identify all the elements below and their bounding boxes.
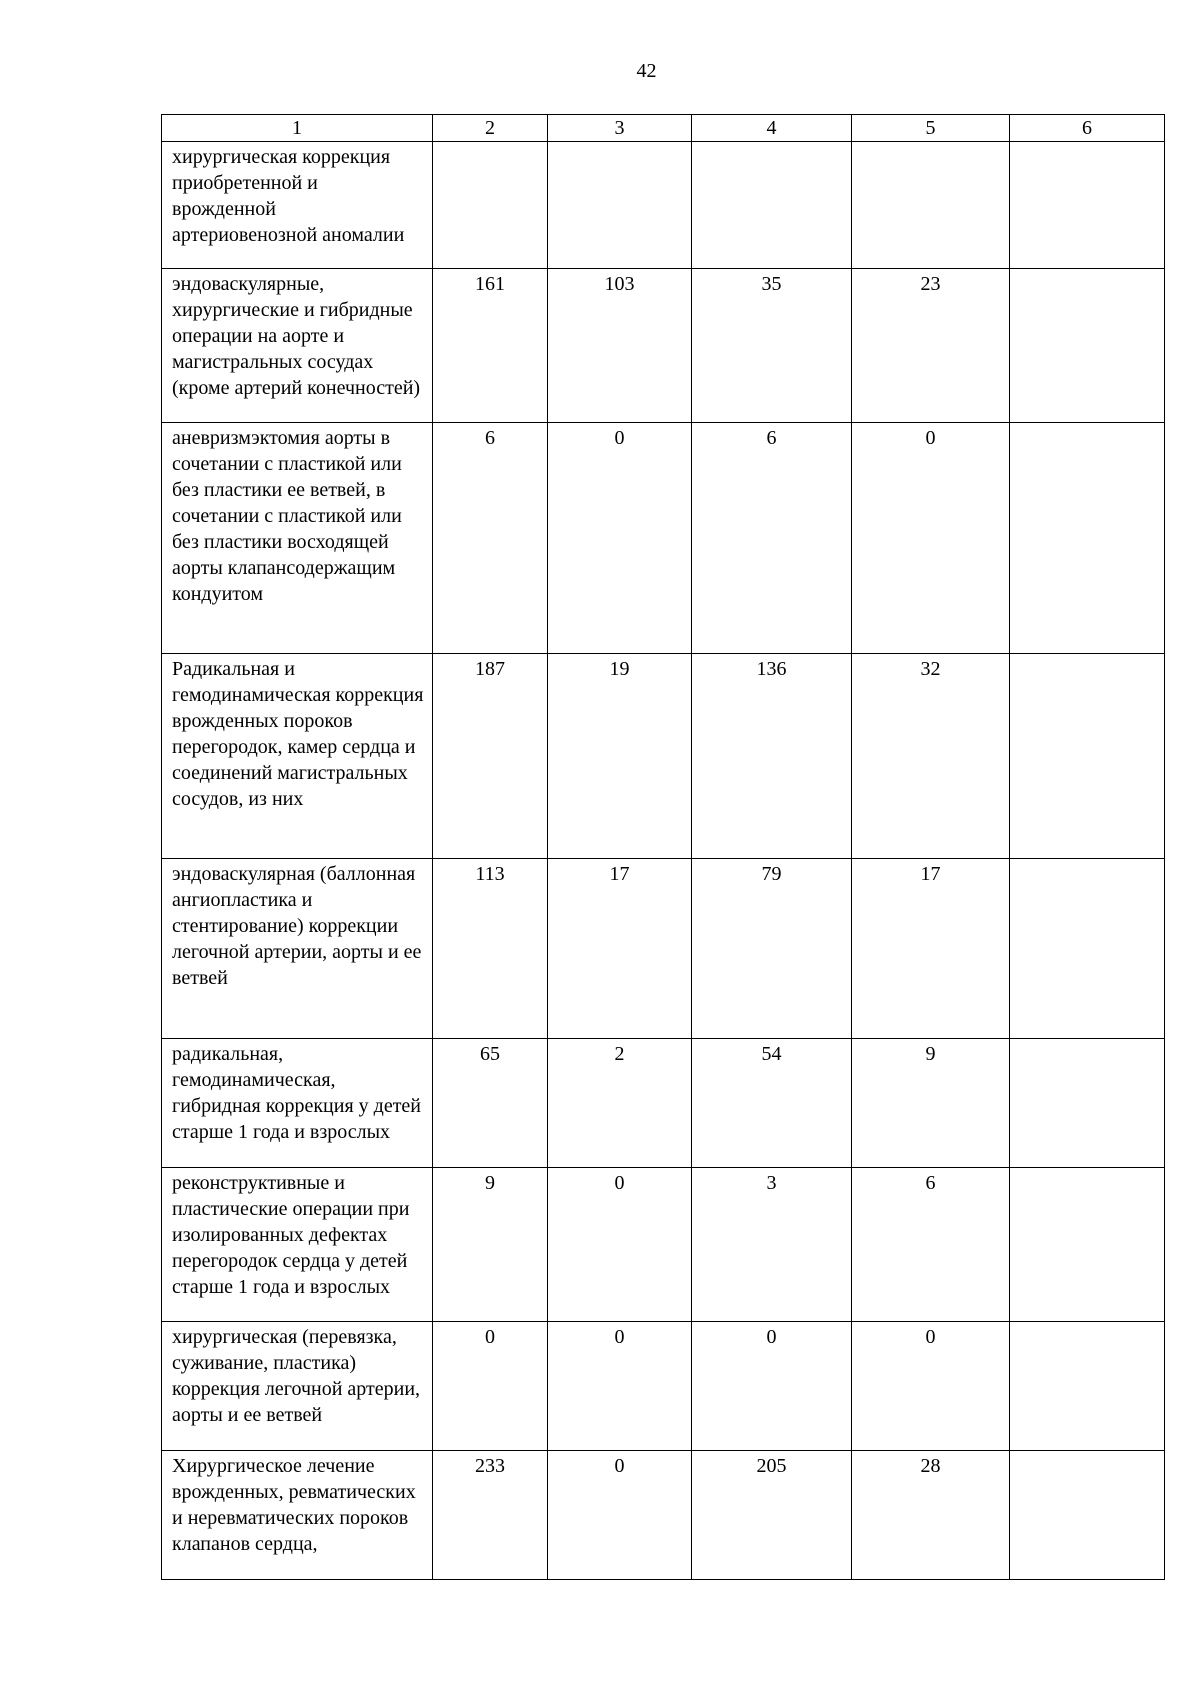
row-label: Хирургическое лечение врожденных, ревматических и неревматических пороков клапанов сердца, (162, 1451, 433, 1580)
cell-col-4: 205 (692, 1451, 852, 1580)
cell-col-2: 6 (433, 423, 548, 654)
row-label: эндоваскулярные, хирургические и гибридные операции на аорте и магистральных сосудах (кроме артерий конечностей) (162, 269, 433, 423)
column-header-5: 5 (852, 115, 1010, 142)
cell-col-4: 79 (692, 859, 852, 1039)
page-number: 42 (636, 60, 657, 82)
row-label: радикальная, гемодинамическая, гибридная коррекция у детей старше 1 года и взрослых (162, 1039, 433, 1168)
cell-col-5: 17 (852, 859, 1010, 1039)
cell-col-6 (1010, 859, 1165, 1039)
cell-col-6 (1010, 1451, 1165, 1580)
cell-col-3: 0 (548, 1168, 692, 1322)
cell-col-4: 54 (692, 1039, 852, 1168)
cell-col-2: 113 (433, 859, 548, 1039)
cell-col-5: 0 (852, 1322, 1010, 1451)
header-row (162, 115, 1165, 142)
cell-col-4: 3 (692, 1168, 852, 1322)
cell-col-3: 17 (548, 859, 692, 1039)
cell-col-6 (1010, 142, 1165, 269)
table-row (162, 269, 1165, 423)
cell-col-6 (1010, 1168, 1165, 1322)
table-row (162, 859, 1165, 1039)
cell-col-3: 0 (548, 1451, 692, 1580)
cell-col-5: 0 (852, 423, 1010, 654)
table-row (162, 1168, 1165, 1322)
table-row (162, 1039, 1165, 1168)
row-label: аневризмэктомия аорты в сочетании с пластикой или без пластики ее ветвей, в сочетании с пластикой или без пластики восходящей аорты клапансодержащим кондуитом (162, 423, 433, 654)
cell-col-5: 6 (852, 1168, 1010, 1322)
table-row (162, 142, 1165, 269)
row-label: Радикальная и гемодинамическая коррекция врожденных пороков перегородок, камер сердца и соединений магистральных сосудов, из них (162, 654, 433, 859)
column-header-2: 2 (433, 115, 548, 142)
cell-col-3: 0 (548, 1322, 692, 1451)
cell-col-4: 136 (692, 654, 852, 859)
cell-col-2: 233 (433, 1451, 548, 1580)
cell-col-5: 32 (852, 654, 1010, 859)
cell-col-6 (1010, 269, 1165, 423)
cell-col-3: 19 (548, 654, 692, 859)
cell-col-2: 65 (433, 1039, 548, 1168)
cell-col-3: 0 (548, 423, 692, 654)
table-row (162, 1322, 1165, 1451)
cell-col-4: 35 (692, 269, 852, 423)
data-table (161, 114, 1165, 1580)
row-label: хирургическая (перевязка, суживание, пластика) коррекция легочной артерии, аорты и ее ветвей (162, 1322, 433, 1451)
cell-col-2: 187 (433, 654, 548, 859)
cell-col-5: 9 (852, 1039, 1010, 1168)
cell-col-5: 28 (852, 1451, 1010, 1580)
cell-col-3: 103 (548, 269, 692, 423)
cell-col-4 (692, 142, 852, 269)
cell-col-3: 2 (548, 1039, 692, 1168)
cell-col-2: 0 (433, 1322, 548, 1451)
cell-col-4: 0 (692, 1322, 852, 1451)
cell-col-2 (433, 142, 548, 269)
cell-col-5 (852, 142, 1010, 269)
row-label: реконструктивные и пластические операции при изолированных дефектах перегородок сердца у детей старше 1 года и взрослых (162, 1168, 433, 1322)
table-row (162, 654, 1165, 859)
cell-col-5: 23 (852, 269, 1010, 423)
cell-col-6 (1010, 423, 1165, 654)
cell-col-4: 6 (692, 423, 852, 654)
table-row (162, 423, 1165, 654)
column-header-4: 4 (692, 115, 852, 142)
cell-col-3 (548, 142, 692, 269)
column-header-1: 1 (162, 115, 433, 142)
row-label: эндоваскулярная (баллонная ангиопластика и стентирование) коррекции легочной артерии, аорты и ее ветвей (162, 859, 433, 1039)
cell-col-6 (1010, 1322, 1165, 1451)
column-header-3: 3 (548, 115, 692, 142)
cell-col-2: 9 (433, 1168, 548, 1322)
row-label: хирургическая коррекция приобретенной и врожденной артериовенозной аномалии (162, 142, 433, 269)
table-row (162, 1451, 1165, 1580)
cell-col-6 (1010, 654, 1165, 859)
cell-col-2: 161 (433, 269, 548, 423)
column-header-6: 6 (1010, 115, 1165, 142)
cell-col-6 (1010, 1039, 1165, 1168)
